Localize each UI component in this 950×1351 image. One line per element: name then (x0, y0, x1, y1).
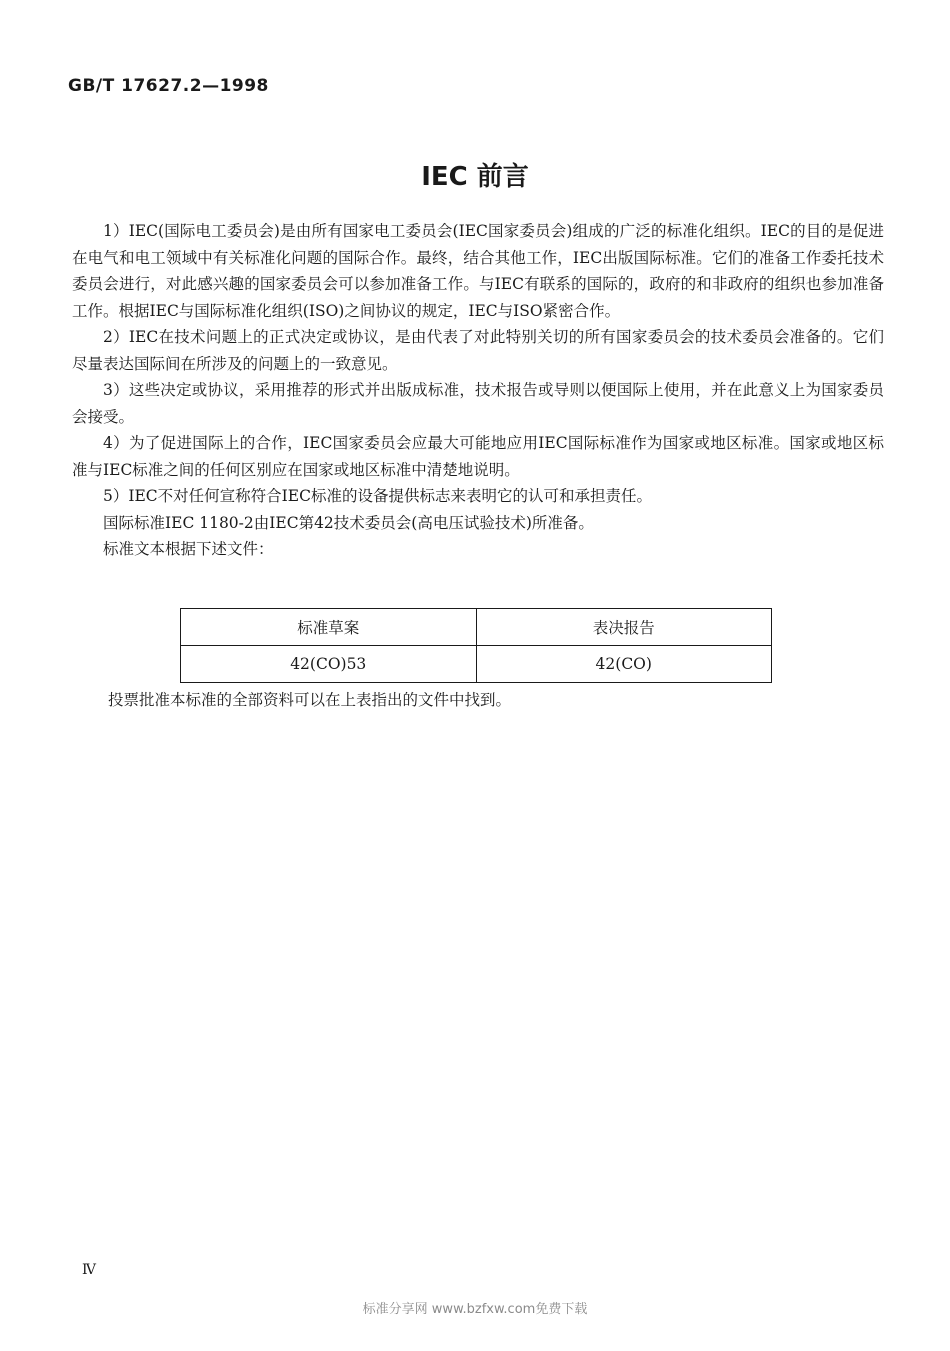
paragraph-3: 3）这些决定或协议，采用推荐的形式并出版成标准，技术报告或导则以便国际上使用，并在此意义上为国家委员会接受。 (72, 381, 884, 426)
paragraph-4: 4）为了促进国际上的合作，IEC国家委员会应最大可能地应用IEC国际标准作为国家或地区标准。国家或地区标准与IEC标准之间的任何区别应在国家或地区标准中清楚地说明。 (72, 434, 884, 479)
table-cell: 42(CO) (476, 646, 772, 683)
paragraph-5: 5）IEC不对任何宣称符合IEC标准的设备提供标志来表明它的认可和承担责任。 (103, 487, 652, 505)
watermark-text: 标准分享网 www.bzfxw.com免费下载 (362, 1302, 588, 1317)
paragraph-based-on: 标准文本根据下述文件： (103, 540, 274, 558)
paragraph-2: 2）IEC在技术问题上的正式决定或协议，是由代表了对此特别关切的所有国家委员会的技术委员会准备的。它们尽量表达国际间在所涉及的问题上的一致意见。 (72, 328, 884, 373)
paragraph-prepared-by: 国际标准IEC 1180-2由IEC第42技术委员会(高电压试验技术)所准备。 (103, 513, 594, 532)
foreword-body (72, 218, 884, 563)
table-header-cell: 表决报告 (476, 609, 772, 646)
paragraph-1: 1）IEC(国际电工委员会)是由所有国家电工委员会(IEC国家委员会)组成的广泛的标准化组织。IEC的目的是促进在电气和电工领域中有关标准化问题的国际合作。最终，结合其他工作，IEC出版国际标准。它们的准备工作委托技术委员会进行，对此感兴趣的国家委员会可以参加准备工作。与IEC有联系的国际的，政府的和非政府的组织也参加准备工作。根据IEC与国际标准化组织(ISO)之间协议的规定，IEC与ISO紧密合作。 (72, 222, 884, 320)
after-table-note: 投票批准本标准的全部资料可以在上表指出的文件中找到。 (108, 691, 512, 709)
standard-number: GB/T 17627.2—1998 (68, 76, 269, 96)
table-cell: 42(CO)53 (181, 646, 477, 683)
page-number: Ⅳ (82, 1262, 96, 1278)
table-header-cell: 标准草案 (181, 609, 477, 646)
documents-table (180, 608, 772, 683)
table-row (181, 646, 772, 683)
table-header-row (181, 609, 772, 646)
page-title: IEC 前言 (421, 162, 529, 192)
